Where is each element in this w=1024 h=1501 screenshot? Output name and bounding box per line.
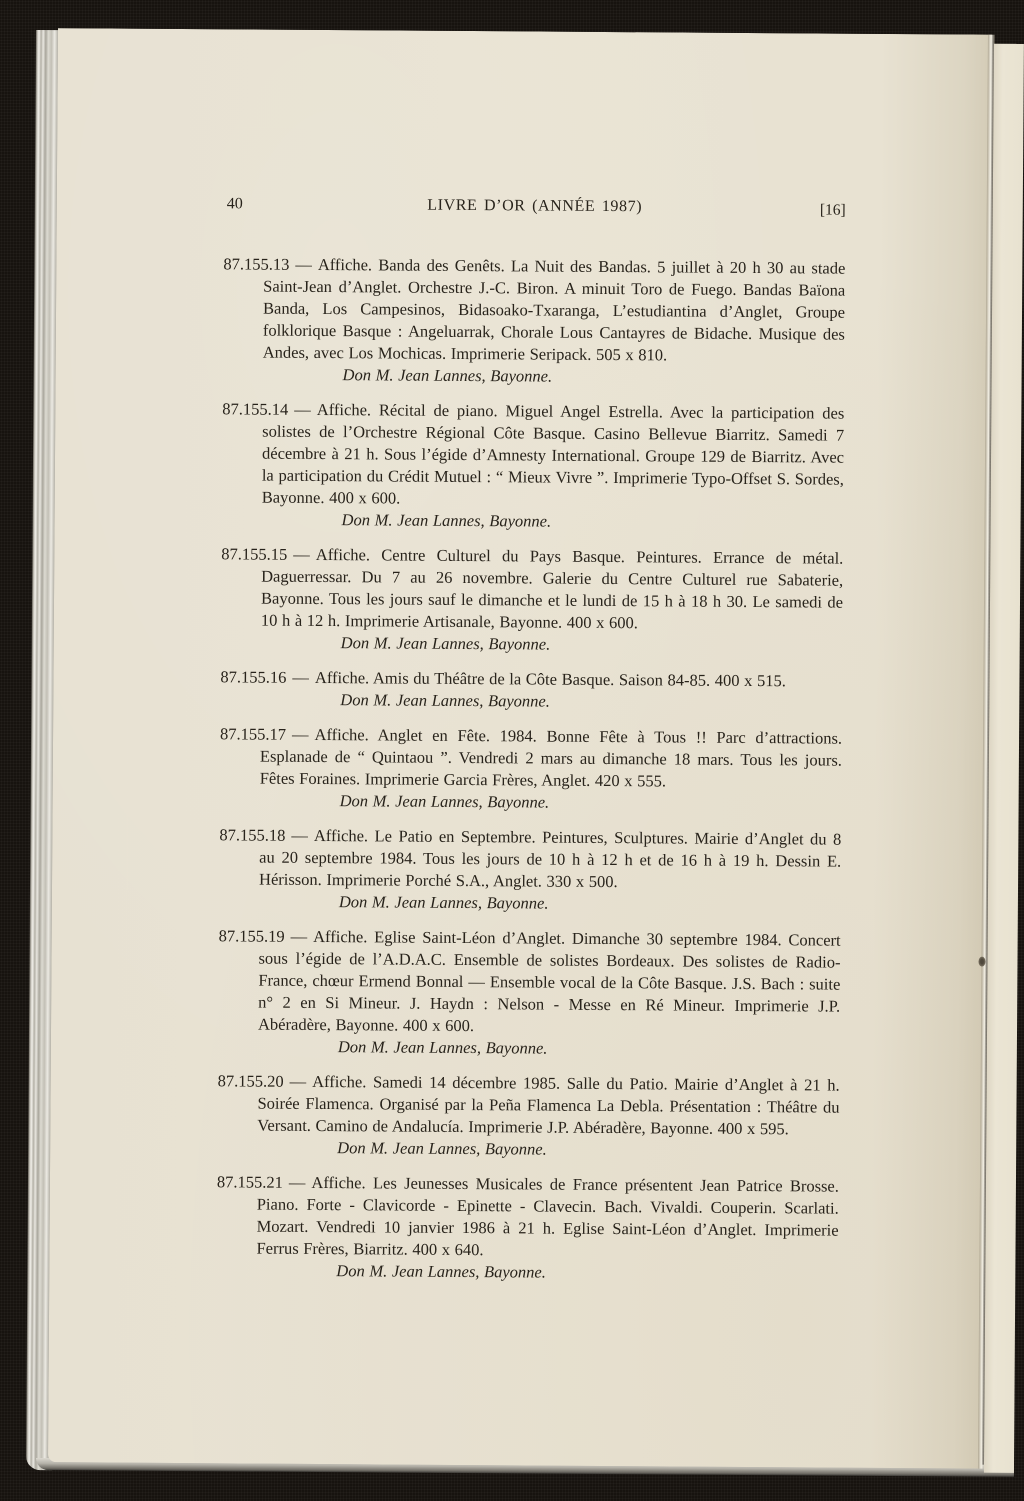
catalog-entry — [217, 1070, 840, 1162]
entry-text: Affiche. Eglise Saint-Léon d’Anglet. Dimanche 30 septembre 1984. Concert sous l’égide de l’A.D.A.C. Ensemble de solistes Bordeaux. Des solistes de Radio-France, chœur Ermend Bonnal — Ensemble vocal de la Côte Basque. J.S. Bach : suite n° 2 en Si Mineur. J. Haydn : Nelson - Messe en Ré Mineur. Imprimerie J.P. Abéradère, Bayonne. 400 x 600. — [257, 926, 841, 1036]
entry-separator-dash: — — [289, 1071, 307, 1091]
page-header — [224, 195, 846, 221]
entry-id: 87.155.21 — [216, 1172, 284, 1192]
catalog-entry — [221, 398, 844, 534]
book-page — [48, 28, 992, 1468]
catalog-entry — [220, 666, 842, 714]
column-reference: [16] — [819, 201, 846, 219]
entry-donation: Don M. Jean Lannes, Bayonne. — [341, 510, 552, 531]
entry-donation: Don M. Jean Lannes, Bayonne. — [338, 892, 549, 913]
entry-separator-dash: — — [290, 926, 308, 946]
catalog-entry — [221, 543, 844, 657]
catalog-entry — [218, 925, 841, 1061]
book — [26, 28, 1024, 1477]
entry-text: Affiche. Anglet en Fête. 1984. Bonne Fête à Tous !! Parc d’attractions. Esplanade de “ Quintaou ”. Vendredi 2 mars au dimanche 18 mars. Tous les jours. Fêtes Foraines. Imprimerie Garcia Frères, Anglet. 420 x 555. — [259, 724, 843, 791]
entry-text: Affiche. Récital de piano. Miguel Angel Estrella. Avec la participation des solistes de l’Orchestre Régional Côte Basque. Casino Bellevue Biarritz. Samedi 7 décembre à 21 h. Sous l’égide d’Amnesty International. Groupe 129 de Biarritz. Avec la participation du Crédit Mutuel : “ Mieux Vivre ”. Imprimerie Typo-Offset S. Sordes, Bayonne. 400 x 600. — [261, 399, 845, 508]
page-number: 40 — [226, 195, 243, 213]
entry-id: 87.155.19 — [218, 926, 285, 946]
catalog-entry — [223, 253, 846, 389]
entry-donation: Don M. Jean Lannes, Bayonne. — [342, 365, 553, 386]
entry-id: 87.155.17 — [220, 724, 287, 744]
entry-donation: Don M. Jean Lannes, Bayonne. — [337, 1138, 547, 1159]
page-content — [216, 195, 846, 1298]
entry-text: Affiche. Le Patio en Septembre. Peintures, Sculptures. Mairie d’Anglet du 8 au 20 septembre 1984. Tous les jours de 10 h à 12 h et de 16 h à 19 h. Dessin E. Hérisson. Imprimerie Porché S.A., Anglet. 330 x 500. — [258, 825, 842, 892]
entry-donation: Don M. Jean Lannes, Bayonne. — [339, 791, 550, 812]
entry-separator-dash: — — [291, 825, 308, 845]
entry-text: Affiche. Les Jeunesses Musicales de France présentent Jean Patrice Brosse. Piano. Forte - Clavicorde - Epinette - Clavecin. Bach. Vivaldi. Couperin. Scarlati. Mozart. Vendredi 10 janvier 1986 à 21 h. Eglise Saint-Léon d’Anglet. Imprimerie Ferrus Frères, Biarritz. 400 x 640. — [256, 1172, 840, 1260]
entry-separator-dash: — — [294, 399, 311, 419]
entry-id: 87.155.14 — [222, 399, 289, 419]
entry-text: Affiche. Samedi 14 décembre 1985. Salle du Patio. Mairie d’Anglet à 21 h. Soirée Flamenca. Organisé par la Peña Flamenca La Debla. Présentation : Théâtre du Versant. Camino de Andalucía. Imprimerie J.P. Abéradère, Bayonne. 400 x 595. — [257, 1071, 840, 1139]
entry-id: 87.155.16 — [220, 667, 287, 687]
entry-id: 87.155.20 — [217, 1071, 284, 1091]
entry-donation: Don M. Jean Lannes, Bayonne. — [337, 1037, 548, 1058]
catalog-entry — [219, 824, 842, 916]
entry-separator-dash: — — [292, 724, 309, 744]
entries-list — [216, 253, 845, 1285]
entry-donation: Don M. Jean Lannes, Bayonne. — [336, 1261, 546, 1282]
entry-text: Affiche. Banda des Genêts. La Nuit des Bandas. 5 juillet à 20 h 30 au stade Saint-Jean d’Anglet. Orchestre J.-C. Biron. A minuit Toro de Fuego. Bandas Baïona Banda, Los Campesinos, Bidasoako-Txaranga, L’estudiantina d’Anglet, Groupe folklorique Basque : Angeluarrak, Chorale Lous Cantayres de Bidache. Musique des Andes, avec Los Mochicas. Imprimerie Seripack. 505 x 810. — [262, 254, 846, 365]
paper-speck — [978, 957, 985, 967]
catalog-entry — [216, 1171, 839, 1285]
entry-text: Affiche. Amis du Théâtre de la Côte Basque. Saison 84-85. 400 x 515. — [314, 667, 787, 691]
entry-id: 87.155.13 — [223, 254, 290, 274]
entry-separator-dash: — — [293, 544, 310, 564]
entry-donation: Don M. Jean Lannes, Bayonne. — [340, 633, 551, 654]
entry-separator-dash: — — [295, 254, 312, 274]
entry-id: 87.155.18 — [219, 825, 286, 845]
entry-separator-dash: — — [292, 667, 310, 687]
entry-donation: Don M. Jean Lannes, Bayonne. — [340, 690, 550, 711]
running-title: LIVRE D’OR (ANNÉE 1987) — [427, 196, 643, 216]
entry-id: 87.155.15 — [221, 544, 288, 564]
entry-separator-dash: — — [288, 1172, 306, 1192]
catalog-entry — [220, 723, 843, 815]
entry-text: Affiche. Centre Culturel du Pays Basque. Peintures. Errance de métal. Daguerressar. Du 7 au 26 novembre. Galerie du Centre Culturel rue Sabaterie, Bayonne. Tous les jours sauf le dimanche et le lundi de 15 h à 18 h 30. Le samedi de 10 h à 12 h. Imprimerie Artisanale, Bayonne. 400 x 600. — [260, 544, 844, 633]
